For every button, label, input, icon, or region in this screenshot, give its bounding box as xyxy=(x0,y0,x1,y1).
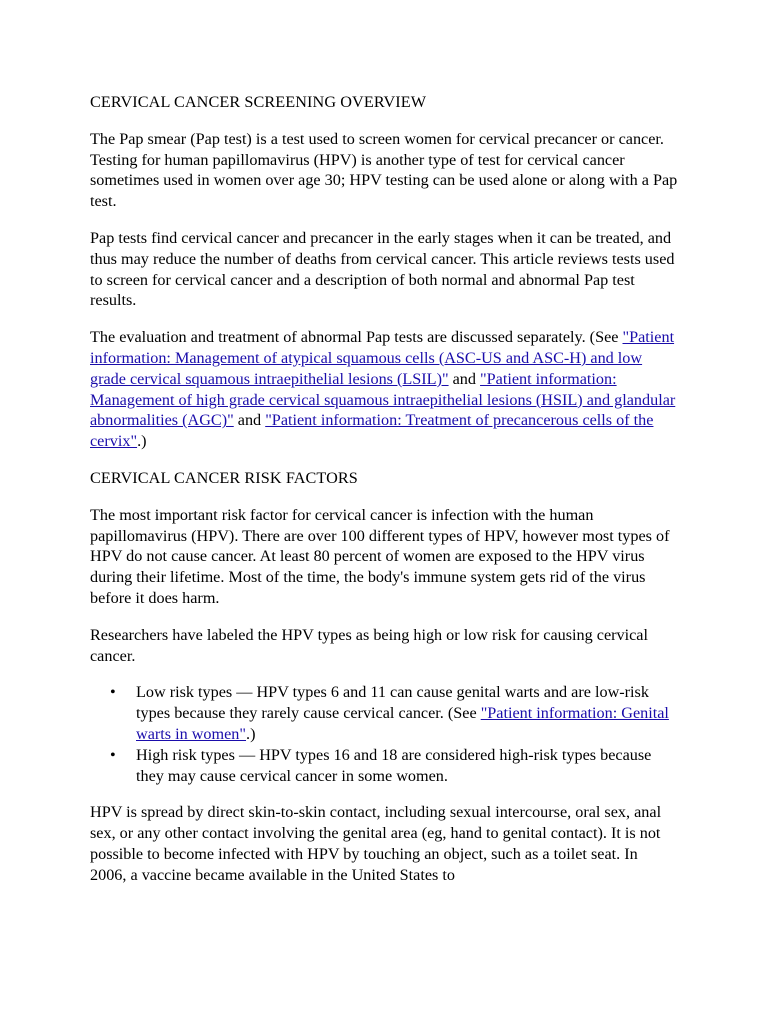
link-genital-warts-in-women[interactable]: "Patient information: Genital warts in women" xyxy=(136,704,669,743)
link-treatment-precancerous-cells[interactable]: "Patient information: Treatment of precancerous cells of the cervix" xyxy=(90,411,654,451)
list-item-text: Low risk types — HPV types 6 and 11 can cause genital warts and are low-risk types because they rarely cause cervical cancer. (See xyxy=(136,683,649,723)
paragraph-text: and xyxy=(233,411,266,430)
paragraph-hpv-types-labeled: Researchers have labeled the HPV types as being high or low risk for causing cervical cancer. xyxy=(90,625,648,665)
paragraph-pap-smear-intro: The Pap smear (Pap test) is a test used to screen women for cervical precancer or cancer. Testing for human papillomavirus (HPV) is another type of test for cervical cancer sometimes used in women over age 30; HPV testing can be used alone or along with a Pap test. xyxy=(90,129,678,211)
list-item-high-risk-types xyxy=(110,745,678,787)
list-item-text: .) xyxy=(246,724,256,743)
section-heading-screening-overview: CERVICAL CANCER SCREENING OVERVIEW xyxy=(90,93,427,111)
section-heading-risk-factors: CERVICAL CANCER RISK FACTORS xyxy=(90,468,358,487)
bullet-marker: • xyxy=(110,745,116,764)
paragraph-abnormal-pap-references xyxy=(90,327,678,452)
bullet-marker: • xyxy=(110,683,116,702)
paragraph-text: The evaluation and treatment of abnormal Pap tests are discussed separately. (See xyxy=(90,328,623,347)
paragraph-text: .) xyxy=(137,432,147,451)
paragraph-text: and xyxy=(448,369,481,388)
paragraph-hpv-risk-factor: The most important risk factor for cervical cancer is infection with the human papillomavirus (HPV). There are over 100 different types of HPV, however most types of HPV do not cause cancer. At least 80 percent of women are exposed to the HPV virus during their lifetime. Most of the time, the body's immune system gets rid of the virus before it does harm. xyxy=(90,505,670,607)
list-item-text: High risk types — HPV types 16 and 18 are considered high-risk types because they may cause cervical cancer in some women. xyxy=(136,745,652,785)
hpv-risk-types-list xyxy=(90,682,678,786)
paragraph-pap-tests-benefits: Pap tests find cervical cancer and precancer in the early stages when it can be treated, and thus may reduce the number of deaths from cervical cancer. This article reviews tests used to screen for cervical cancer and a description of both normal and abnormal Pap test results. xyxy=(90,228,675,310)
paragraph-hpv-transmission: HPV is spread by direct skin-to-skin contact, including sexual intercourse, oral sex, anal sex, or any other contact involving the genital area (eg, hand to genital contact). It is not possible to become infected with HPV by touching an object, such as a toilet seat. In 2006, a vaccine became available in the United States to xyxy=(90,803,662,884)
link-management-hsil-agc[interactable]: "Patient information: Management of high grade cervical squamous intraepithelial lesions (HSIL) and glandular abnormalities (AGC)" xyxy=(90,369,676,430)
link-management-asc-us-lsil[interactable]: "Patient information: Management of atypical squamous cells (ASC-US and ASC-H) and low grade cervical squamous intraepithelial lesions (LSIL)" xyxy=(90,328,675,388)
list-item-low-risk-types xyxy=(110,682,678,744)
